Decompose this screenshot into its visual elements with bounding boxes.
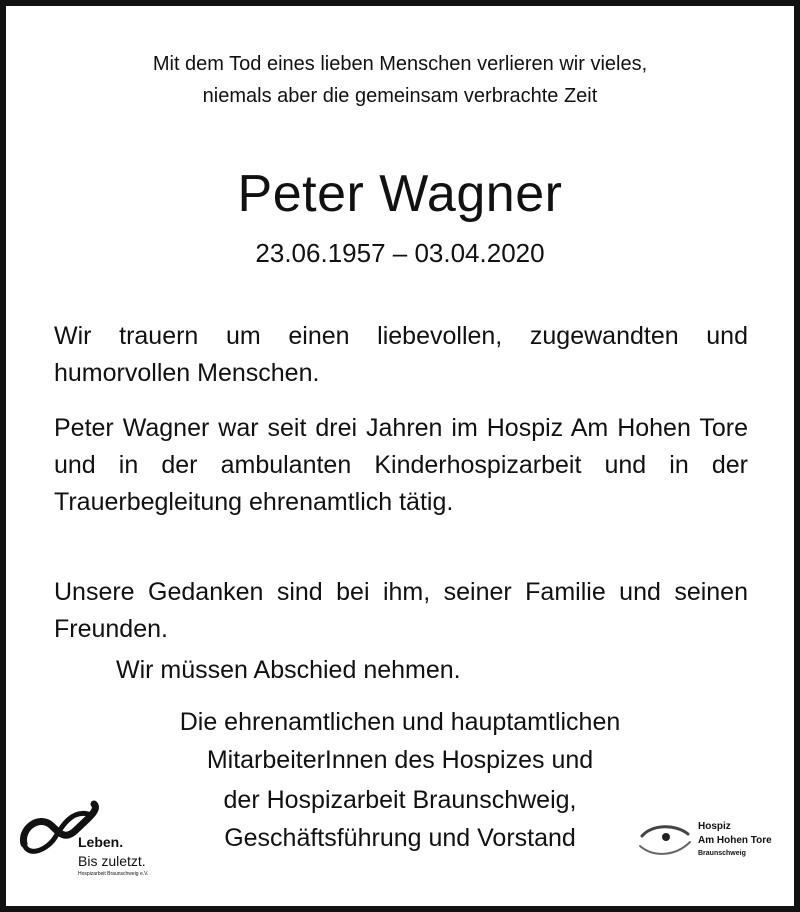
signature-line-3: der Hospizarbeit Braunschweig, [223,786,577,814]
signature-line-1: Die ehrenamtlichen und hauptamtlichen [179,708,621,736]
tribute-paragraph-3: Unsere Gedanken sind bei ihm, seiner Familie und seinen Freunden. [54,578,748,643]
logo-right-line-3: Braunschweig [698,850,746,857]
logo-left-line-3: Hospizarbeit Braunschweig e.V. [78,871,149,877]
hospiz-am-hohen-tore-logo [636,816,796,876]
deceased-name: Peter Wagner [237,165,563,223]
motto-line-1: Mit dem Tod eines lieben Menschen verlieren wir vieles, [152,53,648,75]
signature-line-2: MitarbeiterInnen des Hospizes und [206,746,594,774]
motto-line-2: niemals aber die gemeinsam verbrachte Zeit [202,85,598,107]
tribute-paragraph-2: Peter Wagner war seit drei Jahren im Hospiz Am Hohen Tore und in der ambulanten Kinderhospizarbeit und in der Trauerbegleitung ehrenamtlich tätig. [54,414,748,516]
signature-line-4: Geschäftsführung und Vorstand [224,824,576,852]
tribute-paragraph-1: Wir trauern um einen liebevollen, zugewandten und humorvollen Menschen. [54,322,748,387]
logo-right-line-1: Hospiz [698,821,731,832]
leben-bis-zuletzt-logo [18,800,178,890]
life-dates: 23.06.1957 – 03.04.2020 [255,238,545,268]
logo-left-line-2: Bis zuletzt. [78,853,146,869]
logo-left-line-1: Leben. [78,834,124,850]
hospiz-eye-icon [636,820,694,860]
logo-right-line-2: Am Hohen Tore [698,835,772,846]
farewell-line: Wir müssen Abschied nehmen. [116,656,461,684]
